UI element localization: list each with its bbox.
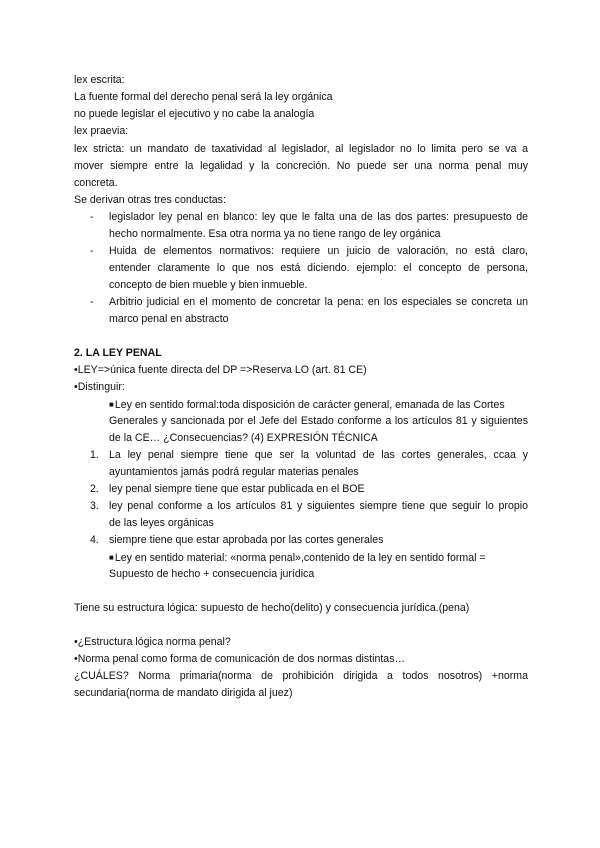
estructura-pregunta: •¿Estructura lógica norma penal? <box>74 636 231 648</box>
sentido-material-line-2: Supuesto de hecho + consecuencia jurídica <box>109 568 315 580</box>
sentido-formal-line-1: ■Ley en sentido formal:toda disposición de carácter general, emanada de las Cortes <box>109 399 505 411</box>
lex-escrita-label: lex escrita: <box>74 74 125 86</box>
list-bullet: - <box>90 245 94 257</box>
conducta-2-line-1: Huida de elementos normativos: requiere un juicio de valoración, no está claro, <box>109 245 528 257</box>
sentido-formal-line-2: Generales y sancionada por el Jefe del Estado conforme a los artículos 81 y siguientes <box>109 415 528 427</box>
cuales-line-2: secundaria(norma de mandato dirigida al juez) <box>74 687 293 699</box>
square-bullet-icon: ■ <box>109 400 114 409</box>
numbered-item-marker: 1. <box>90 449 99 461</box>
comunicacion-text: •Norma penal como forma de comunicación de dos normas distintas… <box>74 653 406 665</box>
distinguir-label: •Distinguir: <box>74 381 125 393</box>
numbered-item-1-line-1: La ley penal siempre tiene que ser la voluntad de las cortes generales, ccaa y <box>109 449 528 461</box>
ley-fuente-text: •LEY=>única fuente directa del DP =>Reserva LO (art. 81 CE) <box>74 364 367 376</box>
cuales-line-1: ¿CUÁLES? Norma primaria(norma de prohibición dirigida a todos nosotros) +norma <box>74 670 528 682</box>
conducta-3-line-2: marco penal en abstracto <box>109 313 229 325</box>
numbered-item-2-line-1: ley penal siempre tiene que estar publicada en el BOE <box>109 483 365 495</box>
sentido-formal-line-3: de la CE… ¿Consecuencias? (4) EXPRESIÓN TÉCNICA <box>109 432 378 444</box>
conducta-1-line-2: hecho normalmente. Esa otra norma ya no tiene rango de ley orgánica <box>109 228 441 240</box>
conducta-2-line-3: concepto de bien mueble y bien inmueble. <box>109 279 308 291</box>
derivan-text: Se derivan otras tres conductas: <box>74 194 226 206</box>
sentido-material-line-1: ■Ley en sentido material: «norma penal»,contenido de la ley en sentido formal = <box>109 552 486 564</box>
no-legislar-text: no puede legislar el ejecutivo y no cabe la analogía <box>74 108 315 120</box>
lex-praevia-label: lex praevia: <box>74 125 129 137</box>
conducta-1-line-1: legislador ley penal en blanco: ley que le falta una de las dos partes: presupuesto de <box>109 211 528 223</box>
numbered-item-3-line-2: de las leyes orgánicas <box>109 517 214 529</box>
estructura-text: Tiene su estructura lógica: supuesto de hecho(delito) y consecuencia jurídica.(pena) <box>74 602 470 614</box>
numbered-item-3-line-1: ley penal conforme a los artículos 81 y siguientes siempre tiene que seguir lo propio <box>109 500 528 512</box>
numbered-item-1-line-2: ayuntamientos jamás podrá regular materias penales <box>109 466 359 478</box>
conducta-2-line-2: entender claramente lo que nos está diciendo. ejemplo: el concepto de persona, <box>109 262 528 274</box>
lex-stricta-line-1: lex stricta: un mandato de taxatividad al legislador, al legislador no lo limita pero se va a <box>74 143 528 155</box>
numbered-item-marker: 4. <box>90 534 99 546</box>
numbered-item-4-line-1: siempre tiene que estar aprobada por las cortes generales <box>109 534 384 546</box>
numbered-item-marker: 2. <box>90 483 99 495</box>
list-bullet: - <box>90 211 94 223</box>
conducta-3-line-1: Arbitrio judicial en el momento de concretar la pena: en los especiales se concreta un <box>109 296 528 308</box>
lex-stricta-line-3: concreta. <box>74 177 118 189</box>
numbered-item-marker: 3. <box>90 500 99 512</box>
fuente-formal-text: La fuente formal del derecho penal será la ley orgánica <box>74 91 333 103</box>
lex-stricta-line-2: mover siempre entre la legalidad y la concreción. No puede ser una norma penal muy <box>74 160 528 172</box>
section-heading: 2. LA LEY PENAL <box>74 347 162 359</box>
square-bullet-icon: ■ <box>109 553 114 562</box>
list-bullet: - <box>90 296 94 308</box>
